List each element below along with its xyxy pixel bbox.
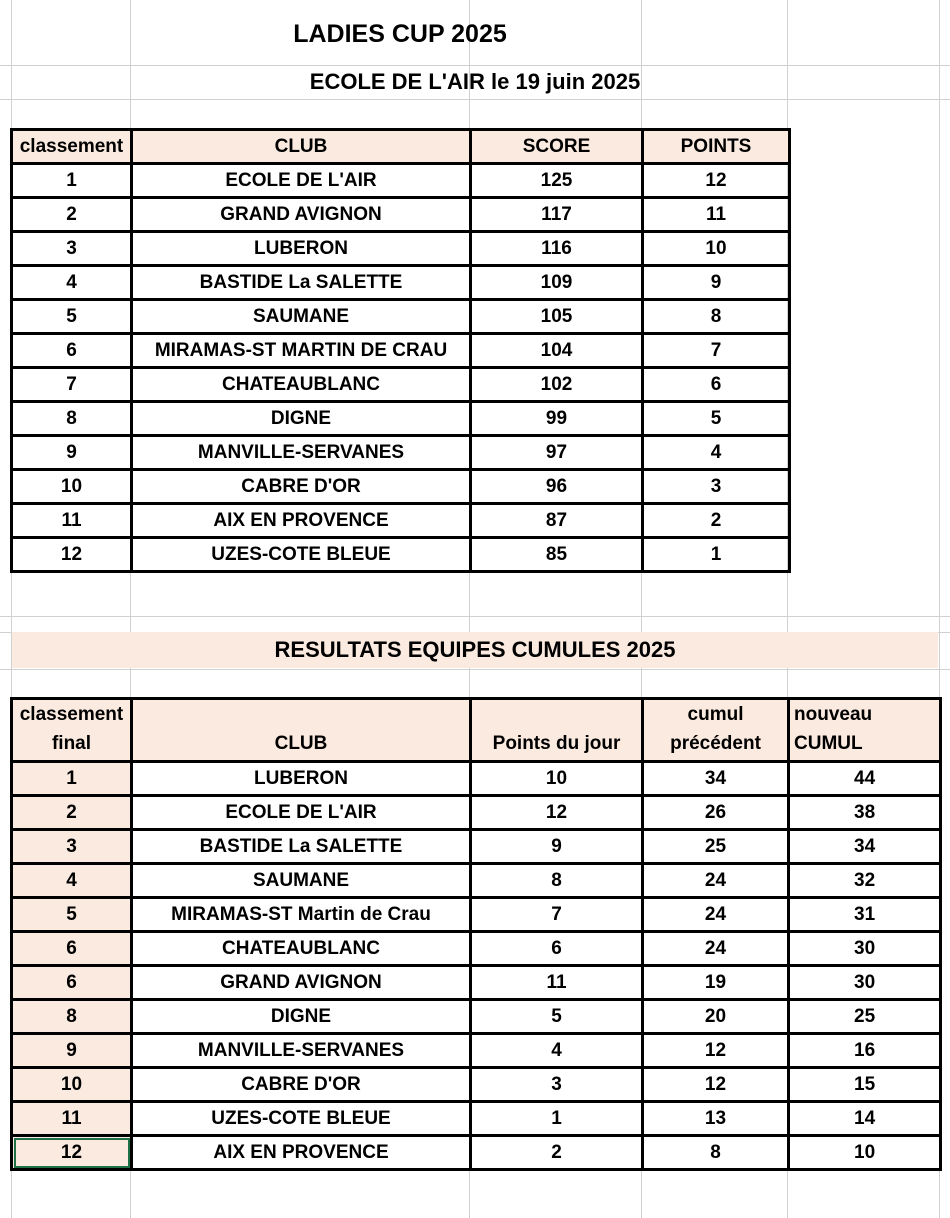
club-cell[interactable]: GRAND AVIGNON <box>132 966 471 1000</box>
table-row <box>12 402 790 436</box>
score-cell[interactable]: 99 <box>471 402 643 436</box>
table-row <box>12 1136 941 1170</box>
table-row <box>12 368 790 402</box>
rank-cell[interactable]: 3 <box>12 232 132 266</box>
header-nouveau-cumul[interactable]: nouveau CUMUL <box>789 699 941 762</box>
rank-cell[interactable]: 6 <box>12 334 132 368</box>
table-row <box>12 1000 941 1034</box>
new-cumul-cell[interactable]: 25 <box>789 1000 941 1034</box>
new-cumul-cell[interactable]: 32 <box>789 864 941 898</box>
club-cell[interactable]: MIRAMAS-ST MARTIN DE CRAU <box>132 334 471 368</box>
day-points-cell[interactable]: 2 <box>471 1136 643 1170</box>
day-points-cell[interactable]: 6 <box>471 932 643 966</box>
day-points-cell[interactable]: 10 <box>471 762 643 796</box>
rank-cell[interactable]: 2 <box>12 796 132 830</box>
rank-cell[interactable]: 10 <box>12 470 132 504</box>
header-club[interactable]: CLUB <box>132 699 471 762</box>
table-row <box>12 436 790 470</box>
table-row <box>12 538 790 572</box>
new-cumul-cell[interactable]: 38 <box>789 796 941 830</box>
club-cell[interactable]: BASTIDE La SALETTE <box>132 266 471 300</box>
header-club[interactable]: CLUB <box>132 130 471 164</box>
previous-cumul-cell[interactable]: 34 <box>643 762 789 796</box>
rank-cell[interactable]: 5 <box>12 898 132 932</box>
table-row <box>12 830 941 864</box>
rank-cell[interactable]: 4 <box>12 864 132 898</box>
rank-cell[interactable]: 3 <box>12 830 132 864</box>
previous-cumul-cell[interactable]: 24 <box>643 932 789 966</box>
club-cell[interactable]: CHATEAUBLANC <box>132 368 471 402</box>
rank-cell[interactable]: 8 <box>12 402 132 436</box>
new-cumul-cell[interactable]: 15 <box>789 1068 941 1102</box>
previous-cumul-cell[interactable]: 20 <box>643 1000 789 1034</box>
new-cumul-cell[interactable]: 10 <box>789 1136 941 1170</box>
gridline <box>0 616 950 617</box>
previous-cumul-cell[interactable]: 19 <box>643 966 789 1000</box>
previous-cumul-cell[interactable]: 26 <box>643 796 789 830</box>
club-cell[interactable]: MIRAMAS-ST Martin de Crau <box>132 898 471 932</box>
table-row <box>12 864 941 898</box>
score-cell[interactable]: 105 <box>471 300 643 334</box>
previous-cumul-cell[interactable]: 25 <box>643 830 789 864</box>
score-cell[interactable]: 116 <box>471 232 643 266</box>
header-classement[interactable]: classement <box>12 130 132 164</box>
club-cell[interactable]: UZES-COTE BLEUE <box>132 538 471 572</box>
day-points-cell[interactable]: 5 <box>471 1000 643 1034</box>
club-cell[interactable]: AIX EN PROVENCE <box>132 504 471 538</box>
points-cell[interactable]: 12 <box>643 164 790 198</box>
table-row <box>12 232 790 266</box>
rank-cell[interactable]: 12 <box>12 1136 132 1170</box>
club-cell[interactable]: MANVILLE-SERVANES <box>132 436 471 470</box>
club-cell[interactable]: AIX EN PROVENCE <box>132 1136 471 1170</box>
previous-cumul-cell[interactable]: 13 <box>643 1102 789 1136</box>
club-cell[interactable]: DIGNE <box>132 402 471 436</box>
table-row <box>12 1068 941 1102</box>
day-points-cell[interactable]: 4 <box>471 1034 643 1068</box>
table-row <box>12 1034 941 1068</box>
club-cell[interactable]: UZES-COTE BLEUE <box>132 1102 471 1136</box>
score-cell[interactable]: 96 <box>471 470 643 504</box>
page-title: LADIES CUP 2025 <box>293 20 507 48</box>
cumulative-section-title: RESULTATS EQUIPES CUMULES 2025 <box>12 632 938 668</box>
gridline <box>0 669 950 670</box>
header-points-du-jour[interactable]: Points du jour <box>471 699 643 762</box>
club-cell[interactable]: CABRE D'OR <box>132 1068 471 1102</box>
header-points[interactable]: POINTS <box>643 130 790 164</box>
score-cell[interactable]: 117 <box>471 198 643 232</box>
header-classement-final[interactable]: classement final <box>12 699 132 762</box>
club-cell[interactable]: CABRE D'OR <box>132 470 471 504</box>
rank-cell[interactable]: 6 <box>12 966 132 1000</box>
new-cumul-cell[interactable]: 34 <box>789 830 941 864</box>
points-cell[interactable]: 9 <box>643 266 790 300</box>
club-cell[interactable]: DIGNE <box>132 1000 471 1034</box>
club-cell[interactable]: LUBERON <box>132 762 471 796</box>
table-row <box>12 796 941 830</box>
points-cell[interactable]: 7 <box>643 334 790 368</box>
club-cell[interactable]: LUBERON <box>132 232 471 266</box>
table-row <box>12 898 941 932</box>
table-row <box>12 300 790 334</box>
points-cell[interactable]: 1 <box>643 538 790 572</box>
points-cell[interactable]: 11 <box>643 198 790 232</box>
day-points-cell[interactable]: 7 <box>471 898 643 932</box>
rank-cell[interactable]: 8 <box>12 1000 132 1034</box>
points-cell[interactable]: 6 <box>643 368 790 402</box>
previous-cumul-cell[interactable]: 12 <box>643 1034 789 1068</box>
club-cell[interactable]: BASTIDE La SALETTE <box>132 830 471 864</box>
points-cell[interactable]: 10 <box>643 232 790 266</box>
rank-cell[interactable]: 9 <box>12 436 132 470</box>
cumulative-results-table <box>10 697 942 1171</box>
day-points-cell[interactable]: 8 <box>471 864 643 898</box>
rank-cell[interactable]: 1 <box>12 164 132 198</box>
points-cell[interactable]: 4 <box>643 436 790 470</box>
day-points-cell[interactable]: 1 <box>471 1102 643 1136</box>
rank-cell[interactable]: 7 <box>12 368 132 402</box>
day-points-cell[interactable]: 3 <box>471 1068 643 1102</box>
table-header-row <box>12 699 941 762</box>
previous-cumul-cell[interactable]: 8 <box>643 1136 789 1170</box>
rank-cell[interactable]: 5 <box>12 300 132 334</box>
table-row <box>12 470 790 504</box>
club-cell[interactable]: MANVILLE-SERVANES <box>132 1034 471 1068</box>
score-cell[interactable]: 102 <box>471 368 643 402</box>
table-header-row <box>12 130 790 164</box>
score-cell[interactable]: 87 <box>471 504 643 538</box>
club-cell[interactable]: ECOLE DE L'AIR <box>132 796 471 830</box>
rank-cell[interactable]: 1 <box>12 762 132 796</box>
points-cell[interactable]: 2 <box>643 504 790 538</box>
previous-cumul-cell[interactable]: 12 <box>643 1068 789 1102</box>
rank-cell[interactable]: 11 <box>12 1102 132 1136</box>
table-row <box>12 266 790 300</box>
points-cell[interactable]: 3 <box>643 470 790 504</box>
previous-cumul-cell[interactable]: 24 <box>643 898 789 932</box>
score-cell[interactable]: 85 <box>471 538 643 572</box>
score-cell[interactable]: 104 <box>471 334 643 368</box>
club-cell[interactable]: GRAND AVIGNON <box>132 198 471 232</box>
rank-cell[interactable]: 12 <box>12 538 132 572</box>
score-cell[interactable]: 97 <box>471 436 643 470</box>
new-cumul-cell[interactable]: 16 <box>789 1034 941 1068</box>
table-row <box>12 762 941 796</box>
rank-cell[interactable]: 10 <box>12 1068 132 1102</box>
previous-cumul-cell[interactable]: 24 <box>643 864 789 898</box>
table-row <box>12 932 941 966</box>
gridline <box>0 99 950 100</box>
table-row <box>12 334 790 368</box>
day-points-cell[interactable]: 9 <box>471 830 643 864</box>
table-row <box>12 1102 941 1136</box>
new-cumul-cell[interactable]: 31 <box>789 898 941 932</box>
day-points-cell[interactable]: 11 <box>471 966 643 1000</box>
rank-cell[interactable]: 9 <box>12 1034 132 1068</box>
day-results-table <box>10 128 791 573</box>
rank-cell[interactable]: 11 <box>12 504 132 538</box>
points-cell[interactable]: 5 <box>643 402 790 436</box>
new-cumul-cell[interactable]: 30 <box>789 966 941 1000</box>
table-row <box>12 164 790 198</box>
table-row <box>12 504 790 538</box>
header-score[interactable]: SCORE <box>471 130 643 164</box>
event-subtitle: ECOLE DE L'AIR le 19 juin 2025 <box>309 69 641 94</box>
club-cell[interactable]: ECOLE DE L'AIR <box>132 164 471 198</box>
score-cell[interactable]: 125 <box>471 164 643 198</box>
table-row <box>12 966 941 1000</box>
header-cumul-precedent[interactable]: cumul précédent <box>643 699 789 762</box>
day-points-cell[interactable]: 12 <box>471 796 643 830</box>
club-cell[interactable]: SAUMANE <box>132 864 471 898</box>
rank-cell[interactable]: 6 <box>12 932 132 966</box>
rank-cell[interactable]: 2 <box>12 198 132 232</box>
club-cell[interactable]: CHATEAUBLANC <box>132 932 471 966</box>
points-cell[interactable]: 8 <box>643 300 790 334</box>
rank-cell[interactable]: 4 <box>12 266 132 300</box>
club-cell[interactable]: SAUMANE <box>132 300 471 334</box>
new-cumul-cell[interactable]: 30 <box>789 932 941 966</box>
new-cumul-cell[interactable]: 44 <box>789 762 941 796</box>
new-cumul-cell[interactable]: 14 <box>789 1102 941 1136</box>
table-row <box>12 198 790 232</box>
score-cell[interactable]: 109 <box>471 266 643 300</box>
